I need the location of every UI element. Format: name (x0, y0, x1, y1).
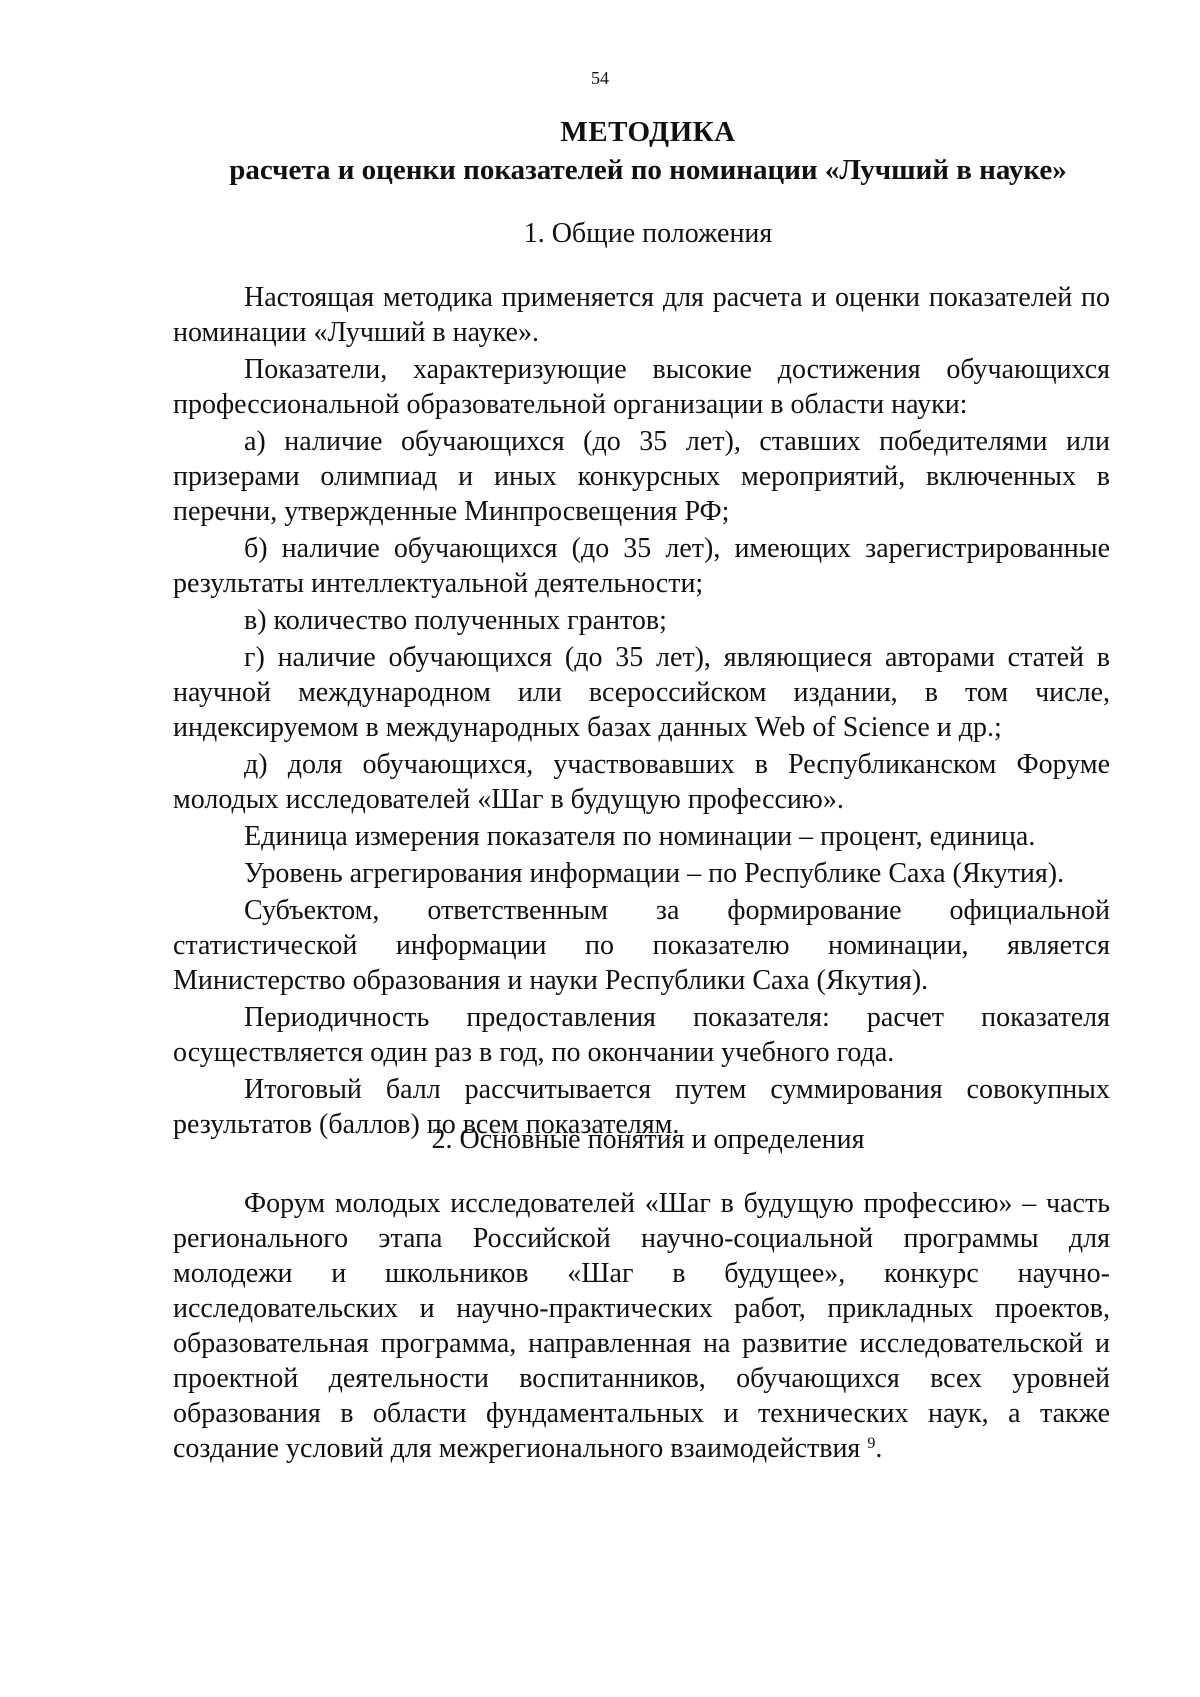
paragraph: Итоговый балл рассчитывается путем суммирования совокупных результатов (баллов) по всем показателям. (173, 1074, 1110, 1140)
page-number: 54 (591, 68, 609, 88)
list-item-c: в) количество полученных грантов; (244, 605, 667, 636)
document-subtitle: расчета и оценки показателей по номинации «Лучший в науке» (229, 154, 1067, 186)
definition-end: . (875, 1433, 883, 1464)
section-2-heading: 2. Основные понятия и определения (431, 1124, 865, 1155)
section-1-body (173, 280, 1110, 1144)
section-2-body (173, 1186, 1110, 1466)
definition-text: Форум молодых исследователей «Шаг в будущую профессию» – часть регионального этапа Российской научно-социальной программы для молодежи и школьников «Шаг в будущее», конкурс научно-исследовательских и научно-практических работ, прикладных проектов, образовательная программа, направленная на развитие исследовательской и проектной деятельности воспитанников, обучающихся всех уровней образования в области фундаментальных и технических наук, а также создание условий для межрегионального взаимодействия (173, 1188, 1110, 1464)
paragraph: Показатели, характеризующие высокие достижения обучающихся профессиональной образовательной организации в области науки: (173, 354, 1110, 420)
footnote-reference: 9 (867, 1435, 876, 1452)
paragraph: Единица измерения показателя по номинации – процент, единица. (244, 821, 1036, 852)
paragraph: Уровень агрегирования информации – по Республике Саха (Якутия). (244, 858, 1065, 889)
paragraph (173, 1186, 1110, 1466)
paragraph: Периодичность предоставления показателя: расчет показателя осуществляется один раз в год, по окончании учебного года. (173, 1002, 1110, 1068)
list-item-a: а) наличие обучающихся (до 35 лет), ставших победителями или призерами олимпиад и иных конкурсных мероприятий, включенных в перечни, утвержденные Минпросвещения РФ; (173, 426, 1110, 527)
list-item-b: б) наличие обучающихся (до 35 лет), имеющих зарегистрированные результаты интеллектуальной деятельности; (173, 533, 1110, 599)
paragraph: Настоящая методика применяется для расчета и оценки показателей по номинации «Лучший в науке». (173, 282, 1110, 348)
document-title: МЕТОДИКА (560, 116, 736, 148)
section-1-heading: 1. Общие положения (523, 218, 773, 249)
list-item-e: д) доля обучающихся, участвовавших в Республиканском Форуме молодых исследователей «Шаг в будущую профессию». (173, 749, 1110, 815)
list-item-d: г) наличие обучающихся (до 35 лет), являющиеся авторами статей в научной международном или всероссийском издании, в том числе, индексируемом в международных базах данных Web of Science и др.; (173, 642, 1110, 743)
paragraph: Субъектом, ответственным за формирование официальной статистической информации по показателю номинации, является Министерство образования и науки Республики Саха (Якутия). (173, 895, 1110, 996)
